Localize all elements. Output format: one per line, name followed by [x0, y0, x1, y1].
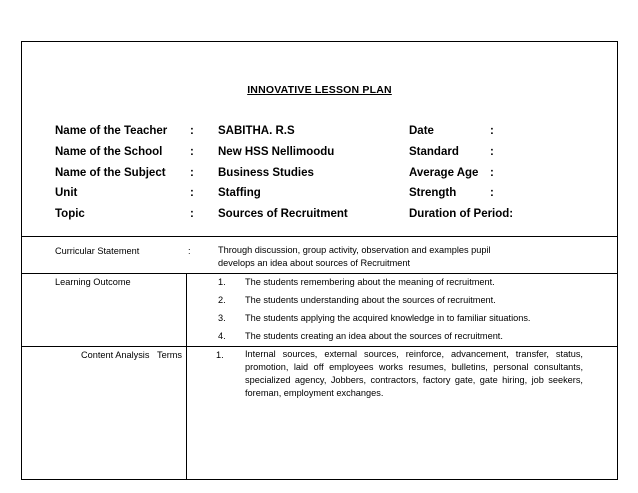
unit-colon: :: [190, 187, 194, 199]
school-colon: :: [190, 146, 194, 158]
strength-colon: :: [490, 187, 494, 199]
terms-text: Internal sources, external sources, reinforce, advancement, transfer, status, promotion, laid off employees works resumes, bulletins, personal consultants, specialized agency, Jobbers, contractors, factory gate, gate hiring, job seekers, foreman, employment exchanges.: [245, 349, 583, 398]
strength-label: Strength: [409, 187, 457, 199]
curricular-label: Curricular Statement: [55, 246, 140, 256]
terms-label: Terms: [157, 350, 183, 360]
average-age-colon: :: [490, 167, 494, 179]
outcome-text: The students understanding about the sources of recruitment.: [245, 295, 496, 305]
page-title: INNOVATIVE LESSON PLAN: [247, 84, 392, 96]
teacher-colon: :: [190, 125, 194, 137]
learning-outcome-label: Learning Outcome: [55, 277, 131, 287]
outcome-number: 3.: [218, 313, 226, 323]
school-label: Name of the School: [55, 146, 163, 158]
curricular-colon: :: [188, 246, 191, 256]
curricular-text: Through discussion, group activity, observation and examples pupil develops an idea about sources of Recruitment: [218, 245, 491, 268]
divider: [21, 346, 618, 347]
outcome-text: The students creating an idea about the sources of recruitment.: [245, 331, 503, 341]
topic-value: Sources of Recruitment: [218, 208, 348, 220]
outcome-text: The students remembering about the meaning of recruitment.: [245, 277, 495, 287]
divider: [21, 273, 618, 274]
topic-colon: :: [190, 208, 194, 220]
average-age-label: Average Age: [409, 167, 479, 179]
subject-value: Business Studies: [218, 167, 314, 179]
subject-label: Name of the Subject: [55, 167, 166, 179]
unit-value: Staffing: [218, 187, 261, 199]
standard-label: Standard: [409, 146, 459, 158]
content-analysis-label: Content Analysis: [81, 350, 150, 360]
duration-label: Duration of Period:: [409, 208, 514, 220]
date-label: Date: [409, 125, 434, 137]
outcome-number: 1.: [218, 277, 226, 287]
school-value: New HSS Nellimoodu: [218, 146, 335, 158]
outcome-number: 2.: [218, 295, 226, 305]
unit-label: Unit: [55, 187, 78, 199]
teacher-label: Name of the Teacher: [55, 125, 168, 137]
column-divider: [186, 273, 187, 480]
term-number: 1.: [216, 350, 224, 360]
teacher-value: SABITHA. R.S: [218, 125, 295, 137]
standard-colon: :: [490, 146, 494, 158]
topic-label: Topic: [55, 208, 85, 220]
outcome-text: The students applying the acquired knowledge in to familiar situations.: [245, 313, 531, 323]
date-colon: :: [490, 125, 494, 137]
subject-colon: :: [190, 167, 194, 179]
divider: [21, 236, 618, 237]
outcome-number: 4.: [218, 331, 226, 341]
